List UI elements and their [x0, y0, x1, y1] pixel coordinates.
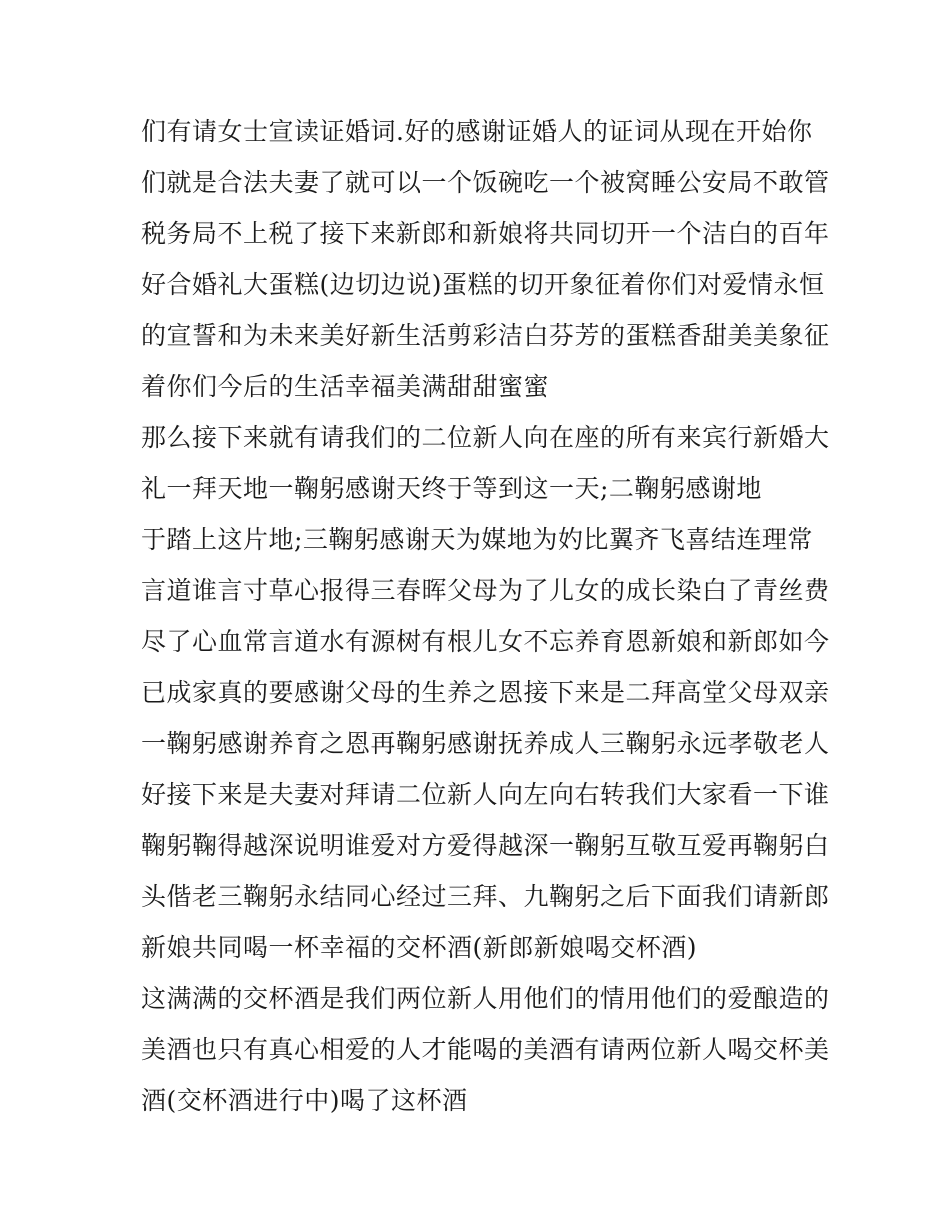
text-line-6: 着你们今后的生活幸福美满甜甜蜜蜜: [141, 372, 550, 401]
text-line-4: 好合婚礼大蛋糕(边切边说)蛋糕的切开象征着你们对爱情永恒: [141, 270, 825, 299]
document-body: [141, 106, 830, 1126]
text-line-11: 尽了心血常言道水有源树有根儿女不忘养育恩新娘和新郎如今: [141, 627, 830, 656]
text-line-9: 于踏上这片地;三鞠躬感谢天为媒地为妁比翼齐飞喜结连理常: [141, 525, 813, 554]
text-line-8: 礼一拜天地一鞠躬感谢天终于等到这一天;二鞠躬感谢地: [141, 474, 762, 503]
text-line-16: 头偕老三鞠躬永结同心经过三拜、九鞠躬之后下面我们请新郎: [141, 882, 830, 911]
text-line-13: 一鞠躬感谢养育之恩再鞠躬感谢抚养成人三鞠躬永远孝敬老人: [141, 729, 830, 758]
text-line-19: 美酒也只有真心相爱的人才能喝的美酒有请两位新人喝交杯美: [141, 1035, 830, 1064]
text-line-3: 税务局不上税了接下来新郎和新娘将共同切开一个洁白的百年: [141, 219, 830, 248]
text-line-18: 这满满的交杯酒是我们两位新人用他们的情用他们的爱酿造的: [141, 984, 830, 1013]
text-line-1: 们有请女士宣读证婚词.好的感谢证婚人的证词从现在开始你: [141, 117, 813, 146]
text-line-12: 已成家真的要感谢父母的生养之恩接下来是二拜高堂父母双亲: [141, 678, 830, 707]
text-line-17: 新娘共同喝一杯幸福的交杯酒(新郎新娘喝交杯酒): [141, 933, 698, 962]
text-line-15: 鞠躬鞠得越深说明谁爱对方爱得越深一鞠躬互敬互爱再鞠躬白: [141, 831, 830, 860]
text-line-2: 们就是合法夫妻了就可以一个饭碗吃一个被窝睡公安局不敢管: [141, 168, 830, 197]
text-line-20: 酒(交杯酒进行中)喝了这杯酒: [141, 1086, 468, 1115]
text-line-10: 言道谁言寸草心报得三春晖父母为了儿女的成长染白了青丝费: [141, 576, 830, 605]
text-line-5: 的宣誓和为未来美好新生活剪彩洁白芬芳的蛋糕香甜美美象征: [141, 321, 830, 350]
text-line-14: 好接下来是夫妻对拜请二位新人向左向右转我们大家看一下谁: [141, 780, 830, 809]
text-line-7: 那么接下来就有请我们的二位新人向在座的所有来宾行新婚大: [141, 423, 830, 452]
